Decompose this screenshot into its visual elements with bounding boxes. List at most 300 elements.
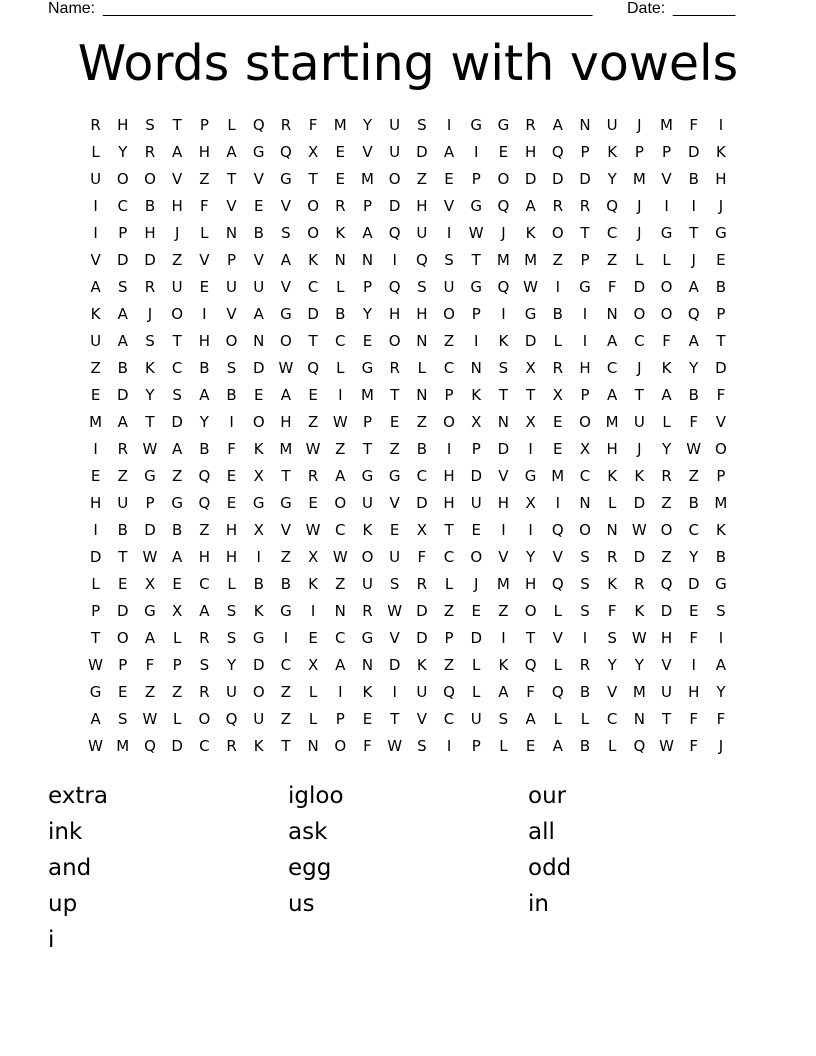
grid-cell: U	[470, 710, 482, 728]
grid-cell: W	[278, 359, 294, 377]
grid-cell: C	[280, 656, 292, 674]
grid-cell: Q	[252, 116, 265, 134]
grid-cell: E	[226, 494, 237, 512]
grid-cell: R	[634, 575, 645, 593]
grid-cell: E	[498, 143, 509, 161]
grid-cell: E	[688, 602, 699, 620]
grid-cell: Q	[497, 278, 510, 296]
grid-cell: W	[332, 413, 348, 431]
grid-cell: V	[498, 548, 509, 566]
grid-cell: V	[253, 170, 264, 188]
grid-cell: N	[606, 521, 618, 539]
grid-cell: Z	[607, 251, 618, 269]
grid-cell: V	[661, 656, 672, 674]
grid-cell: Y	[118, 143, 128, 161]
grid-cell: B	[199, 359, 210, 377]
grid-cell: P	[471, 170, 481, 188]
page-title: Words starting with vowels	[77, 35, 739, 92]
grid-cell: A	[552, 116, 563, 134]
grid-cell: R	[335, 197, 346, 215]
word-list-item: egg	[288, 855, 332, 881]
grid-cell: Q	[606, 197, 619, 215]
grid-cell: A	[172, 143, 183, 161]
grid-cell: A	[607, 332, 618, 350]
grid-cell: B	[253, 575, 264, 593]
word-list-item: ink	[48, 819, 83, 845]
grid-cell: L	[336, 359, 345, 377]
grid-cell: A	[525, 197, 536, 215]
grid-cell: B	[579, 683, 591, 701]
grid-cell: U	[470, 494, 482, 512]
grid-cell: K	[634, 467, 645, 485]
grid-cell: U	[633, 413, 645, 431]
grid-cell: S	[417, 116, 427, 134]
grid-cell: S	[444, 251, 454, 269]
grid-cell: B	[280, 575, 292, 593]
grid-cell: U	[171, 278, 183, 296]
grid-cell: A	[443, 143, 455, 161]
grid-cell: G	[388, 467, 401, 485]
grid-cell: H	[524, 575, 537, 593]
grid-cell: D	[524, 332, 537, 350]
grid-cell: B	[199, 440, 210, 458]
grid-cell: M	[632, 683, 646, 701]
grid-cell: H	[117, 116, 129, 134]
grid-cell: E	[308, 629, 318, 647]
grid-cell: L	[662, 251, 671, 269]
grid-cell: D	[171, 737, 183, 755]
grid-cell: I	[446, 224, 452, 242]
grid-cell: W	[142, 548, 158, 566]
grid-cell: I	[338, 683, 343, 701]
grid-cell: A	[335, 467, 346, 485]
grid-cell: D	[388, 197, 401, 215]
grid-cell: W	[659, 737, 674, 755]
grid-cell: L	[580, 710, 590, 728]
grid-cell: M	[605, 413, 619, 431]
grid-cell: P	[335, 710, 345, 728]
grid-cell: I	[256, 548, 261, 566]
grid-cell: P	[471, 440, 481, 458]
grid-cell: K	[90, 305, 101, 323]
grid-cell: K	[607, 143, 618, 161]
grid-cell: L	[635, 251, 644, 269]
grid-cell: Z	[172, 251, 183, 269]
grid-cell: F	[607, 278, 617, 296]
grid-cell: E	[362, 710, 373, 728]
grid-cell: C	[443, 359, 455, 377]
word-list-item: us	[288, 891, 315, 917]
grid-cell: B	[253, 224, 264, 242]
grid-cell: E	[118, 575, 128, 593]
grid-cell: C	[335, 332, 346, 350]
grid-cell: N	[579, 494, 591, 512]
grid-cell: B	[579, 737, 591, 755]
grid-cell: N	[633, 710, 645, 728]
grid-cell: O	[116, 170, 129, 188]
grid-cell: X	[579, 440, 591, 458]
grid-cell: J	[718, 737, 724, 755]
grid-cell: B	[552, 305, 563, 323]
grid-cell: Z	[280, 683, 292, 701]
grid-cell: L	[499, 737, 508, 755]
grid-cell: C	[171, 359, 183, 377]
grid-cell: A	[715, 656, 727, 674]
grid-cell: Z	[443, 332, 455, 350]
grid-cell: Q	[551, 683, 564, 701]
grid-cell: O	[579, 521, 591, 539]
grid-cell: F	[689, 737, 699, 755]
grid-cell: Y	[199, 413, 209, 431]
grid-cell: G	[524, 305, 537, 323]
grid-cell: E	[253, 197, 264, 215]
grid-cell: U	[389, 116, 401, 134]
grid-cell: W	[142, 440, 158, 458]
grid-cell: T	[716, 332, 726, 350]
grid-cell: M	[496, 575, 510, 593]
grid-cell: L	[472, 656, 481, 674]
grid-cell: A	[90, 278, 101, 296]
grid-cell: A	[498, 683, 509, 701]
grid-cell: A	[90, 710, 101, 728]
grid-cell: J	[174, 224, 180, 242]
grid-cell: Y	[145, 386, 155, 404]
grid-cell: R	[579, 197, 591, 215]
grid-cell: D	[144, 521, 156, 539]
grid-cell: G	[171, 494, 183, 512]
grid-cell: Z	[172, 683, 183, 701]
grid-cell: R	[199, 683, 210, 701]
grid-cell: K	[715, 143, 726, 161]
grid-cell: H	[225, 548, 238, 566]
grid-cell: S	[118, 278, 128, 296]
grid-cell: H	[688, 683, 700, 701]
grid-cell: Y	[226, 656, 237, 674]
grid-cell: H	[416, 305, 428, 323]
grid-cell: Z	[389, 440, 400, 458]
grid-cell: E	[199, 278, 210, 296]
grid-cell: Z	[688, 467, 699, 485]
grid-cell: A	[117, 413, 128, 431]
grid-cell: Z	[416, 170, 427, 188]
grid-cell: G	[470, 197, 483, 215]
grid-cell: O	[280, 332, 292, 350]
grid-cell: N	[606, 305, 618, 323]
grid-cell: Q	[388, 278, 401, 296]
grid-cell: A	[253, 305, 264, 323]
grid-cell: S	[417, 737, 427, 755]
grid-cell: R	[552, 197, 563, 215]
grid-cell: Q	[415, 251, 428, 269]
grid-cell: U	[416, 224, 428, 242]
word-list-item: odd	[528, 855, 572, 881]
grid-cell: I	[474, 143, 479, 161]
grid-cell: M	[551, 467, 565, 485]
grid-cell: E	[471, 602, 481, 620]
word-list-item: extra	[48, 783, 108, 809]
grid-cell: M	[116, 737, 130, 755]
grid-cell: X	[253, 521, 264, 539]
grid-cell: M	[714, 494, 728, 512]
grid-cell: R	[606, 548, 618, 566]
grid-cell: A	[525, 710, 536, 728]
grid-cell: D	[660, 602, 673, 620]
grid-cell: Q	[551, 143, 564, 161]
grid-cell: O	[116, 629, 129, 647]
grid-cell: I	[392, 683, 397, 701]
grid-cell: L	[227, 575, 236, 593]
grid-cell: K	[416, 656, 427, 674]
grid-cell: K	[308, 575, 319, 593]
grid-cell: E	[335, 170, 346, 188]
grid-cell: I	[93, 224, 98, 242]
grid-cell: A	[199, 386, 210, 404]
grid-cell: K	[253, 602, 264, 620]
grid-cell: X	[471, 413, 482, 431]
grid-cell: G	[144, 467, 156, 485]
grid-cell: V	[389, 494, 400, 512]
grid-cell: U	[443, 278, 455, 296]
grid-cell: F	[363, 737, 372, 755]
grid-cell: S	[417, 278, 427, 296]
grid-cell: L	[91, 143, 100, 161]
grid-cell: J	[637, 197, 642, 215]
grid-cell: O	[660, 305, 673, 323]
grid-cell: K	[525, 224, 536, 242]
grid-cell: K	[607, 467, 618, 485]
date-field-line: _______	[673, 0, 736, 17]
word-list	[48, 780, 768, 960]
grid-cell: H	[606, 440, 618, 458]
grid-cell: H	[198, 548, 210, 566]
grid-cell: N	[416, 332, 428, 350]
grid-cell: D	[416, 629, 428, 647]
grid-cell: F	[662, 332, 671, 350]
grid-cell: W	[88, 737, 104, 755]
grid-cell: A	[688, 332, 699, 350]
letter-grid	[82, 112, 735, 760]
grid-cell: Y	[607, 656, 617, 674]
grid-cell: Y	[362, 116, 373, 134]
grid-cell: G	[144, 602, 156, 620]
grid-cell: I	[474, 332, 479, 350]
grid-cell: T	[91, 629, 101, 647]
grid-cell: T	[471, 251, 481, 269]
grid-cell: D	[633, 494, 646, 512]
grid-cell: V	[199, 251, 210, 269]
grid-cell: X	[253, 467, 264, 485]
grid-cell: R	[144, 143, 156, 161]
grid-cell: S	[580, 548, 590, 566]
grid-cell: T	[526, 386, 536, 404]
grid-cell: D	[117, 386, 129, 404]
grid-cell: S	[226, 629, 237, 647]
grid-cell: A	[280, 251, 292, 269]
grid-cell: P	[172, 656, 182, 674]
grid-cell: M	[279, 440, 293, 458]
grid-cell: B	[226, 386, 237, 404]
grid-cell: O	[252, 413, 265, 431]
grid-cell: G	[579, 278, 591, 296]
grid-cell: F	[689, 413, 699, 431]
grid-cell: I	[338, 386, 343, 404]
grid-cell: E	[172, 575, 182, 593]
grid-cell: L	[553, 332, 562, 350]
grid-cell: T	[172, 332, 182, 350]
grid-cell: F	[200, 197, 209, 215]
grid-cell: V	[552, 548, 563, 566]
grid-cell: B	[416, 440, 427, 458]
grid-cell: D	[117, 602, 129, 620]
grid-cell: V	[715, 413, 727, 431]
grid-cell: T	[308, 170, 318, 188]
grid-cell: A	[661, 386, 672, 404]
grid-cell: V	[498, 467, 509, 485]
grid-cell: J	[501, 224, 506, 242]
grid-cell: Z	[90, 359, 101, 377]
grid-cell: W	[686, 440, 702, 458]
grid-cell: P	[199, 116, 209, 134]
grid-cell: H	[416, 197, 428, 215]
grid-cell: N	[361, 656, 374, 674]
grid-cell: P	[118, 224, 128, 242]
grid-cell: X	[307, 143, 319, 161]
grid-cell: V	[607, 683, 618, 701]
grid-cell: Y	[607, 170, 617, 188]
grid-cell: G	[280, 494, 292, 512]
grid-cell: T	[145, 413, 155, 431]
grid-cell: Q	[443, 683, 455, 701]
grid-cell: M	[360, 386, 374, 404]
grid-cell: B	[688, 494, 699, 512]
grid-cell: H	[198, 332, 210, 350]
grid-cell: P	[580, 143, 590, 161]
grid-cell: F	[689, 116, 699, 134]
grid-cell: O	[171, 305, 184, 323]
grid-cell: I	[718, 116, 724, 134]
grid-cell: O	[307, 197, 319, 215]
grid-cell: I	[202, 305, 207, 323]
grid-cell: E	[118, 683, 128, 701]
grid-cell: J	[147, 305, 153, 323]
grid-cell: G	[280, 305, 292, 323]
grid-cell: E	[553, 413, 563, 431]
grid-cell: K	[634, 602, 645, 620]
grid-cell: G	[361, 359, 374, 377]
grid-cell: U	[253, 710, 265, 728]
grid-cell: I	[528, 440, 533, 458]
grid-cell: Q	[198, 494, 211, 512]
grid-cell: V	[552, 629, 563, 647]
grid-cell: D	[552, 170, 564, 188]
grid-cell: D	[687, 575, 700, 593]
grid-cell: R	[552, 359, 563, 377]
grid-cell: Y	[716, 683, 726, 701]
grid-cell: G	[252, 143, 265, 161]
grid-cell: Q	[198, 467, 211, 485]
grid-cell: O	[225, 332, 238, 350]
grid-cell: N	[470, 359, 482, 377]
grid-cell: O	[660, 278, 673, 296]
grid-cell: E	[90, 386, 101, 404]
grid-cell: G	[361, 629, 374, 647]
grid-cell: J	[637, 359, 642, 377]
grid-cell: E	[553, 440, 563, 458]
grid-cell: B	[172, 521, 183, 539]
grid-cell: T	[281, 467, 291, 485]
grid-cell: T	[172, 116, 182, 134]
grid-cell: T	[526, 629, 536, 647]
grid-cell: A	[117, 332, 128, 350]
grid-cell: S	[118, 710, 128, 728]
word-list-item: up	[48, 891, 78, 917]
grid-cell: Z	[199, 521, 210, 539]
grid-cell: J	[691, 251, 696, 269]
word-list-item: in	[528, 891, 549, 917]
grid-cell: O	[307, 224, 319, 242]
grid-cell: A	[335, 656, 346, 674]
grid-cell: Y	[634, 656, 644, 674]
grid-cell: G	[280, 602, 292, 620]
grid-cell: O	[470, 548, 483, 566]
grid-cell: R	[144, 278, 156, 296]
grid-cell: H	[524, 143, 537, 161]
grid-cell: Y	[689, 359, 699, 377]
grid-cell: X	[552, 386, 563, 404]
grid-cell: P	[145, 494, 155, 512]
grid-cell: S	[226, 602, 237, 620]
grid-cell: A	[144, 629, 156, 647]
grid-cell: P	[580, 251, 590, 269]
grid-cell: D	[579, 170, 591, 188]
grid-cell: U	[606, 116, 618, 134]
grid-cell: W	[305, 521, 321, 539]
grid-cell: C	[579, 467, 591, 485]
grid-cell: W	[332, 548, 348, 566]
grid-cell: C	[335, 629, 346, 647]
grid-cell: F	[526, 683, 535, 701]
date-label: Date:	[627, 0, 666, 17]
grid-cell: Z	[117, 467, 128, 485]
grid-cell: U	[361, 494, 373, 512]
grid-cell: K	[498, 332, 509, 350]
grid-cell: F	[716, 386, 726, 404]
grid-cell: D	[715, 359, 727, 377]
grid-cell: B	[688, 170, 699, 188]
grid-cell: W	[387, 737, 403, 755]
grid-cell: E	[471, 521, 481, 539]
grid-cell: Z	[280, 710, 292, 728]
grid-cell: G	[89, 683, 102, 701]
grid-cell: W	[142, 710, 158, 728]
grid-cell: L	[172, 710, 182, 728]
grid-cell: Z	[172, 467, 183, 485]
grid-cell: O	[633, 305, 646, 323]
grid-cell: O	[497, 170, 510, 188]
grid-cell: I	[664, 197, 669, 215]
grid-cell: L	[607, 737, 617, 755]
grid-cell: D	[144, 251, 156, 269]
grid-cell: S	[281, 224, 291, 242]
grid-cell: P	[716, 305, 726, 323]
grid-cell: E	[389, 521, 400, 539]
grid-cell: H	[389, 305, 401, 323]
grid-cell: D	[416, 143, 428, 161]
grid-cell: H	[715, 170, 727, 188]
grid-cell: V	[172, 170, 183, 188]
grid-cell: L	[444, 575, 454, 593]
grid-cell: B	[715, 548, 727, 566]
